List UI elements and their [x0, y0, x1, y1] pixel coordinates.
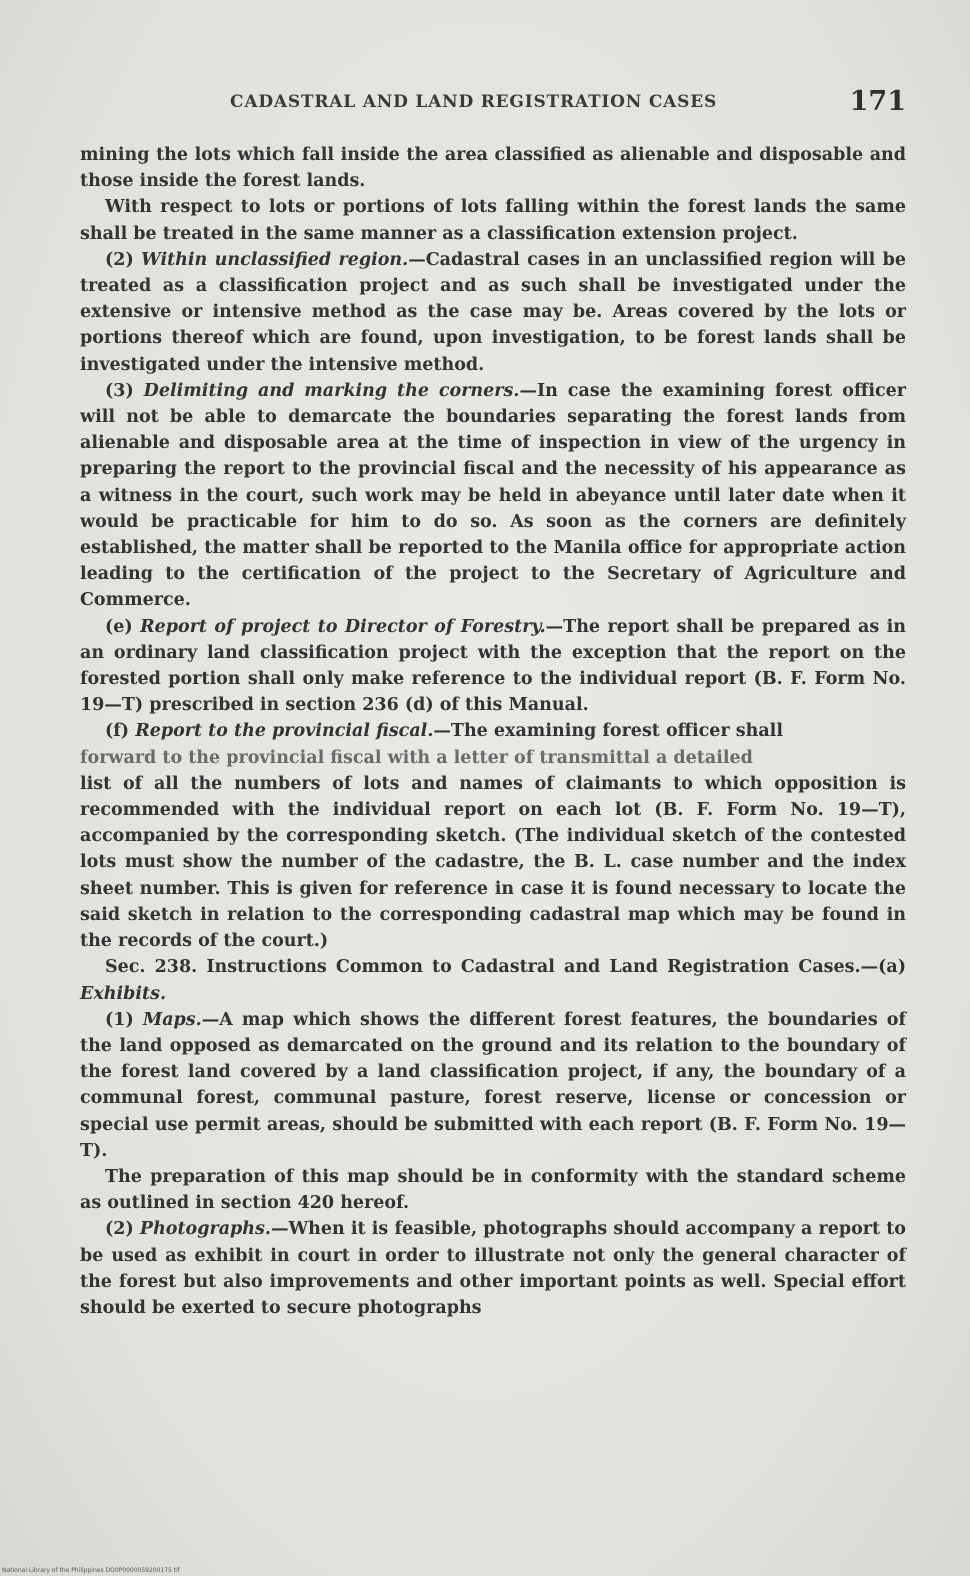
paragraph: With respect to lots or portions of lots falling within the forest lands the same shall be treated in the same manner as a classification extension project. — [80, 197, 906, 244]
paragraph: (1) Maps.—A map which shows the different forest features, the boundaries of the land opposed as demarcated on the ground and its relation to the boundary of the forest land covered by a land classification project, if any, the boundary of a communal forest, communal pasture, forest reserve, license or concession or special use permit areas, should be submitted with each report (B. F. Form No. 19—T). — [80, 1009, 906, 1161]
subsection-title: Within unclassified region. — [141, 249, 409, 270]
section-heading: Sec. 238. Instructions Common to Cadastral and Land Registration Cases.—(a) Exhibits. — [80, 957, 906, 1004]
scan-footer-note: National Library of the Philippines DO0P0000059200175.tif — [2, 1567, 180, 1574]
subsection-title: Report of project to Director of Forestry. — [140, 616, 546, 637]
paragraph: mining the lots which fall inside the area classified as alienable and disposable and those inside the forest lands. — [80, 145, 906, 192]
running-head: CADASTRAL AND LAND REGISTRATION CASES — [230, 92, 718, 112]
subsection-title: Report to the provincial fiscal. — [135, 721, 434, 742]
paragraph: The preparation of this map should be in conformity with the standard scheme as outlined in section 420 hereof. — [80, 1166, 906, 1214]
paragraph: (2) Photographs.—When it is feasible, photographs should accompany a report to be used as exhibit in court in order to illustrate not only the general character of the forest but also improvements and other important points as well. Special effort should be exerted to secure photographs — [80, 1219, 906, 1318]
paragraph-faint-line: forward to the provincial fiscal with a letter of transmittal a detailed — [80, 747, 753, 768]
paragraph: (e) Report of project to Director of Forestry.—The report shall be prepared as in an ordinary land classification project with the exception that the report on the forested portion shall only make reference to the individual report (B. F. Form No. 19—T) prescribed in section 236 (d) of this Manual. — [80, 616, 906, 716]
paragraph: (f) Report to the provincial fiscal.—The examining forest officer shall — [105, 721, 783, 742]
page-number: 171 — [849, 86, 906, 117]
body-text — [80, 142, 906, 1321]
paragraph: (2) Within unclassified region.—Cadastral cases in an unclassified region will be treated as a classification project and as such shall be investigated under the extensive or intensive method as the case may be. Areas covered by the lots or portions thereof which are found, upon investigation, to be forest lands shall be investigated under the intensive method. — [80, 249, 906, 375]
subsection-title: Photographs. — [139, 1219, 271, 1240]
subsection-title: Maps. — [142, 1009, 202, 1030]
paragraph: (3) Delimiting and marking the corners.—In case the examining forest officer will not be able to demarcate the boundaries separating the forest lands from alienable and disposable area at the time of inspection in view of the urgency in preparing the report to the provincial fiscal and the necessity of his appearance as a witness in the court, such work may be held in abeyance until later date when it would be practicable for him to do so. As soon as the corners are definitely established, the matter shall be reported to the Manila office for appropriate action leading to the certification of the project to the Secretary of Agriculture and Commerce. — [80, 380, 906, 611]
subsection-title: Delimiting and marking the corners. — [143, 380, 520, 401]
paragraph: list of all the numbers of lots and names of claimants to which opposition is recommended with the individual report on each lot (B. F. Form No. 19—T), accompanied by the corresponding sketch. (The individual sketch of the contested lots must show the number of the cadastre, the B. L. case number and the index sheet number. This is given for reference in case it is found necessary to locate the said sketch in relation to the corresponding cadastral map which may be found in the records of the court.) — [80, 773, 906, 952]
page-header — [80, 88, 906, 122]
subsection-title: Exhibits. — [80, 983, 167, 1004]
